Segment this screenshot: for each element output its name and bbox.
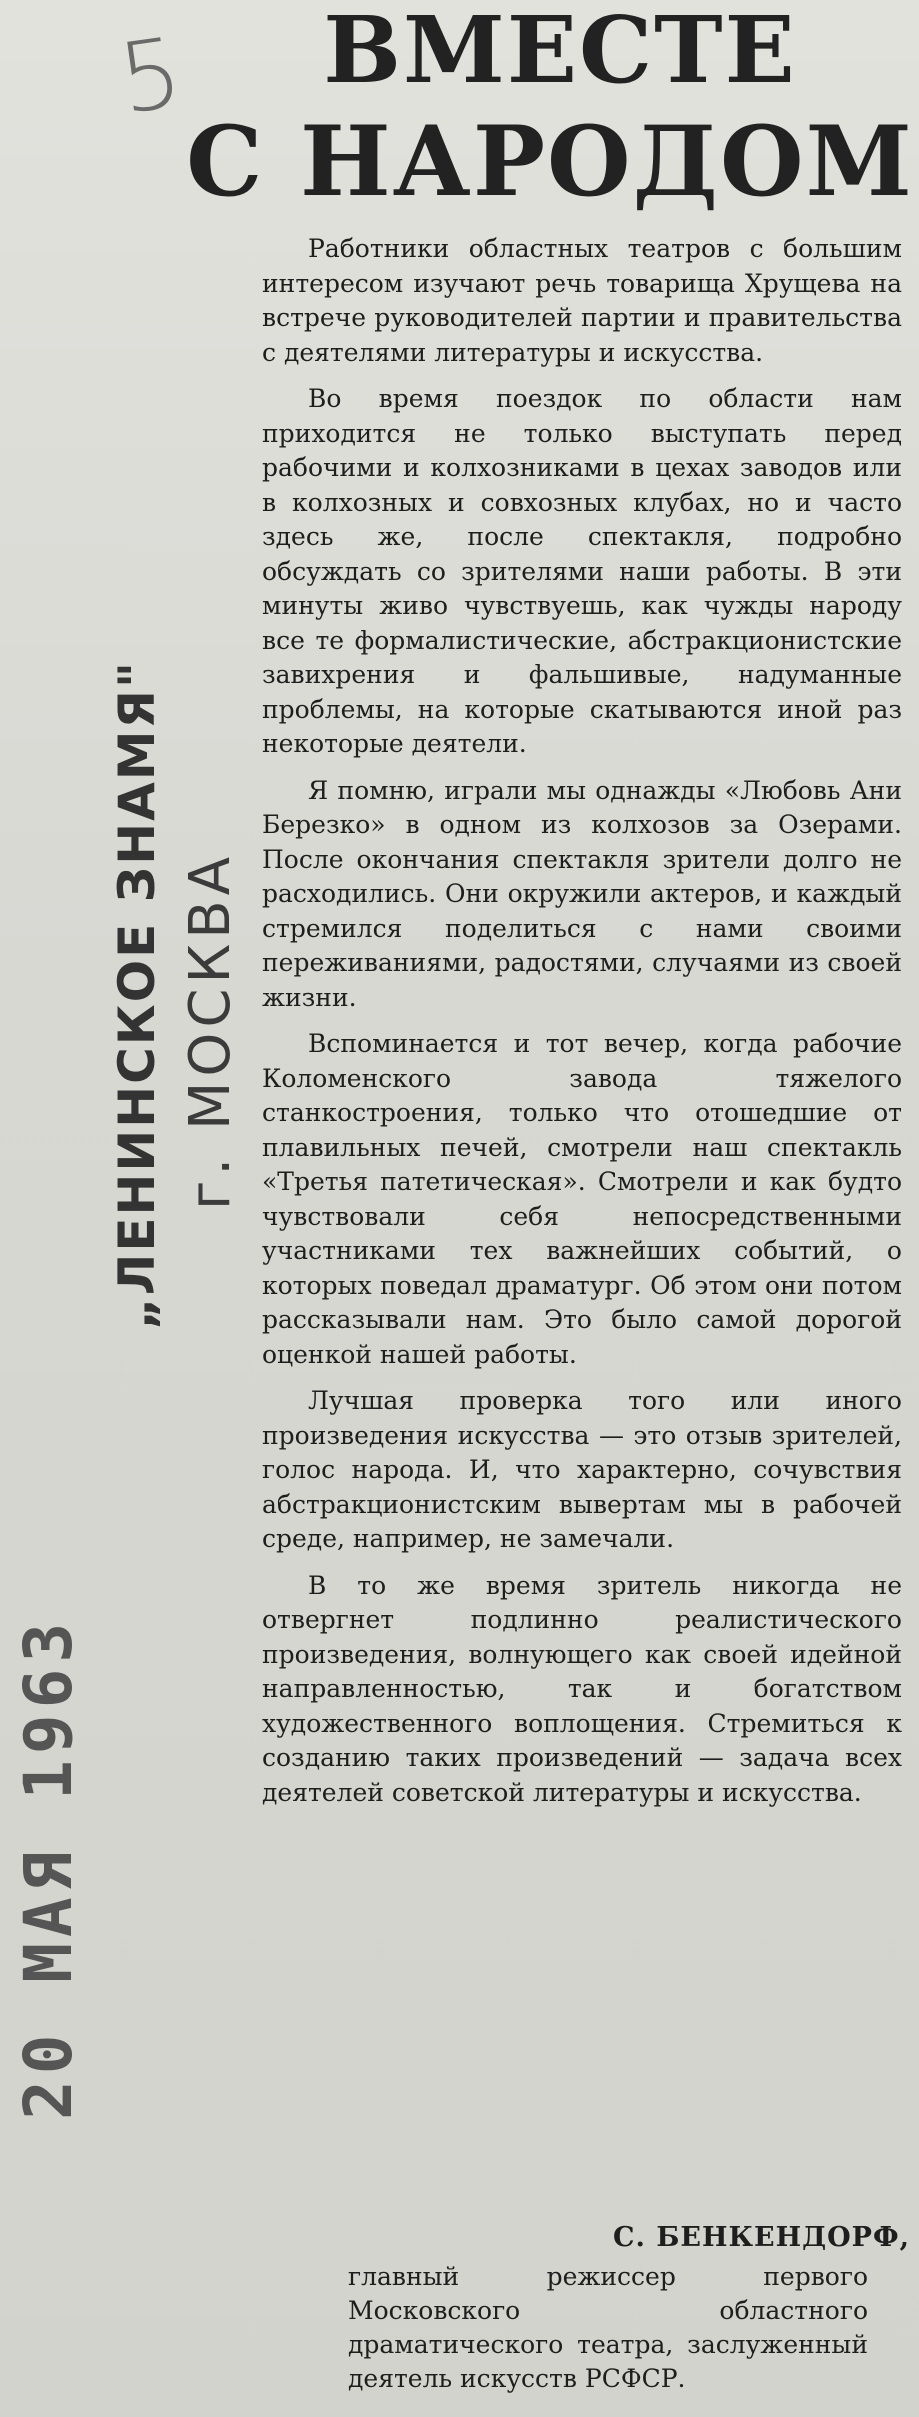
paragraph: Лучшая проверка того или иного произведения искусства — это отзыв зрителей, голос народа. И, что характерно, сочувствия абстракционистским вывертам мы в рабочей среде, например, не замечали. [262, 1386, 902, 1553]
headline-line-1: ВМЕСТЕ [323, 0, 797, 104]
handwritten-number: 5 [112, 16, 189, 136]
paragraph: Я помню, играли мы однажды «Любовь Ани Березко» в одном из колхозов за Озерами. После окончания спектакля зрители долго не расходились. Они окружили актеров, и каждый стремился поделиться с нами своими переживаниями, радостями, случаями из своей жизни. [262, 775, 902, 1012]
article-headline [186, 0, 919, 218]
paragraph: Вспоминается и тот вечер, когда рабочие Коломенского завода тяжелого станкостроения, только что отошедшие от плавильных печей, смотрели наш спектакль «Третья патетическая». Смотрели и как будто чувствовали себя непосредственными участниками тех важнейших событий, о которых поведал драматург. Об этом они потом рассказывали нам. Это было самой дорогой оценкой нашей работы. [262, 1029, 902, 1369]
author-position: главный режиссер первого Московского областного драматического театра, заслуженный деятель искусств РСФСР. [348, 2262, 868, 2393]
article-body [262, 232, 902, 1822]
city-stamp: г. МОСКВА [178, 851, 243, 1210]
paragraph: В то же время зритель никогда не отвергнет подлинно реалистического произведения, волнующего как своей идейной направленностью, так и богатством художественного воплощения. Стремиться к созданию таких произведений — задача всех деятелей советской литературы и искусства. [262, 1570, 902, 1807]
headline-line-2: С НАРОДОМ [186, 105, 914, 218]
author-name: С. БЕНКЕНДОРФ, [613, 2222, 910, 2253]
paragraph: Работники областных театров с большим интересом изучают речь товарища Хрущева на встрече руководителей партии и правительства с деятелями литературы и искусства. [262, 234, 902, 367]
paragraph: Во время поездок по области нам приходится не только выступать перед рабочими и колхозниками в цехах заводов или в колхозных и совхозных клубах, но и часто здесь же, после спектакля, подробно обсуждать со зрителями наши работы. В эти минуты живо чувствуешь, как чужды народу все те формалистические, абстракционистские завихрения и фальшивые, надуманные проблемы, на которые скатываются иной раз некоторые деятели. [262, 384, 902, 758]
date-stamp: 20 МАЯ 1963 [10, 1616, 87, 2120]
newspaper-name-stamp: „ЛЕНИНСКОЕ ЗНАМЯ" [108, 659, 166, 1330]
